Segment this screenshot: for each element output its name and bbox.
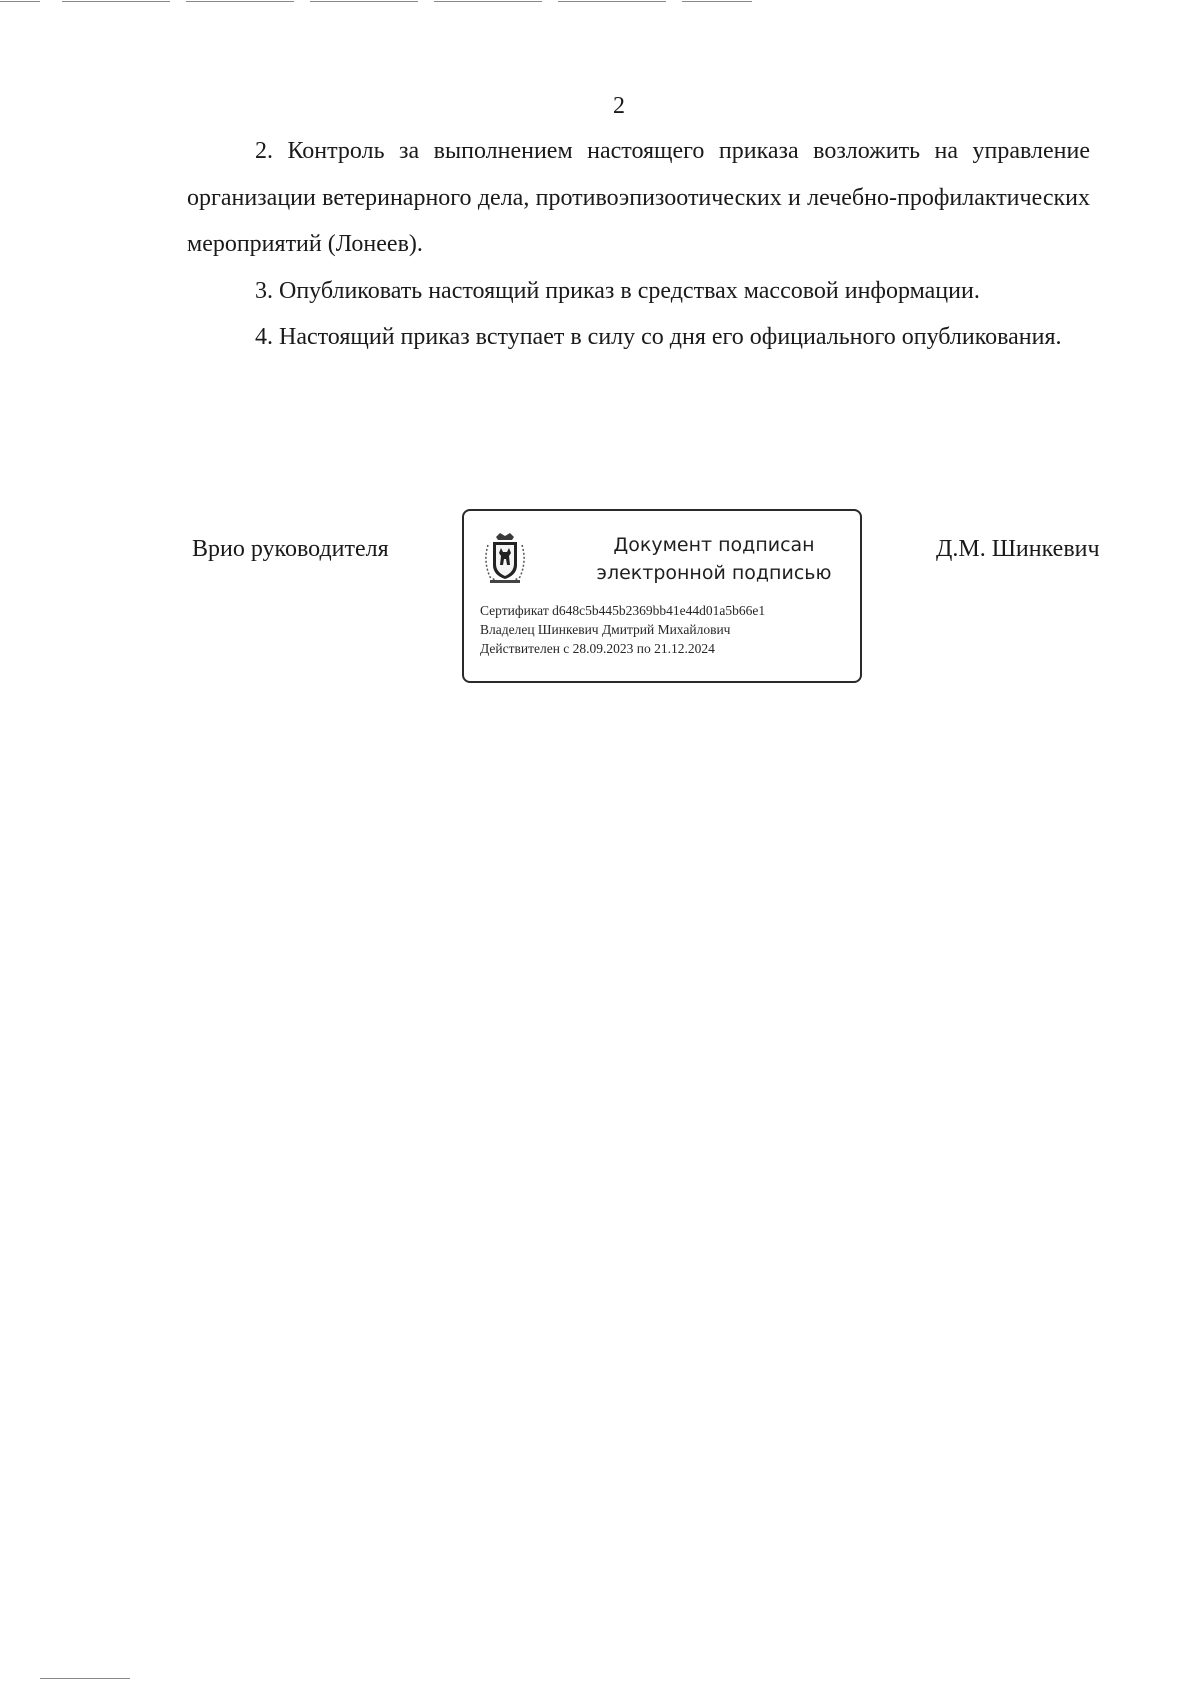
stamp-heading <box>584 531 844 587</box>
scan-edge-line <box>310 1 418 2</box>
page-number: 2 <box>613 93 625 119</box>
electronic-signature-stamp <box>462 509 862 683</box>
paragraph-publish: 3. Опубликовать настоящий приказ в средствах массовой информации. <box>255 277 980 304</box>
scan-edge-line <box>0 1 40 2</box>
scan-edge-line <box>62 1 170 2</box>
signatory-name: Д.М. Шинкевич <box>936 536 1100 562</box>
stamp-heading-line2: электронной подписью <box>596 562 832 584</box>
scan-edge-line <box>40 1678 130 1679</box>
regional-coat-of-arms-icon <box>480 531 530 585</box>
scan-edge-line <box>186 1 294 2</box>
scan-edge-line <box>434 1 542 2</box>
scan-edge-line <box>682 1 752 2</box>
scan-edge-line <box>558 1 666 2</box>
document-body <box>187 128 1090 361</box>
paragraph-effective: 4. Настоящий приказ вступает в силу со дня его официального опубликования. <box>255 324 1062 350</box>
signatory-title: Врио руководителя <box>192 536 389 562</box>
stamp-certificate: Сертификат d648c5b445b2369bb41e44d01a5b66e1 <box>480 603 766 618</box>
paragraph-control: 2. Контроль за выполнением настоящего приказа возложить на управление организации ветеринарного дела, противоэпизоотических и лечебно-профилактических мероприятий (Лонеев). <box>187 138 1090 257</box>
stamp-heading-line1: Документ подписан <box>613 534 815 556</box>
stamp-owner: Владелец Шинкевич Дмитрий Михайлович <box>480 622 731 637</box>
stamp-details <box>480 601 765 658</box>
stamp-validity: Действителен с 28.09.2023 по 21.12.2024 <box>480 641 715 656</box>
